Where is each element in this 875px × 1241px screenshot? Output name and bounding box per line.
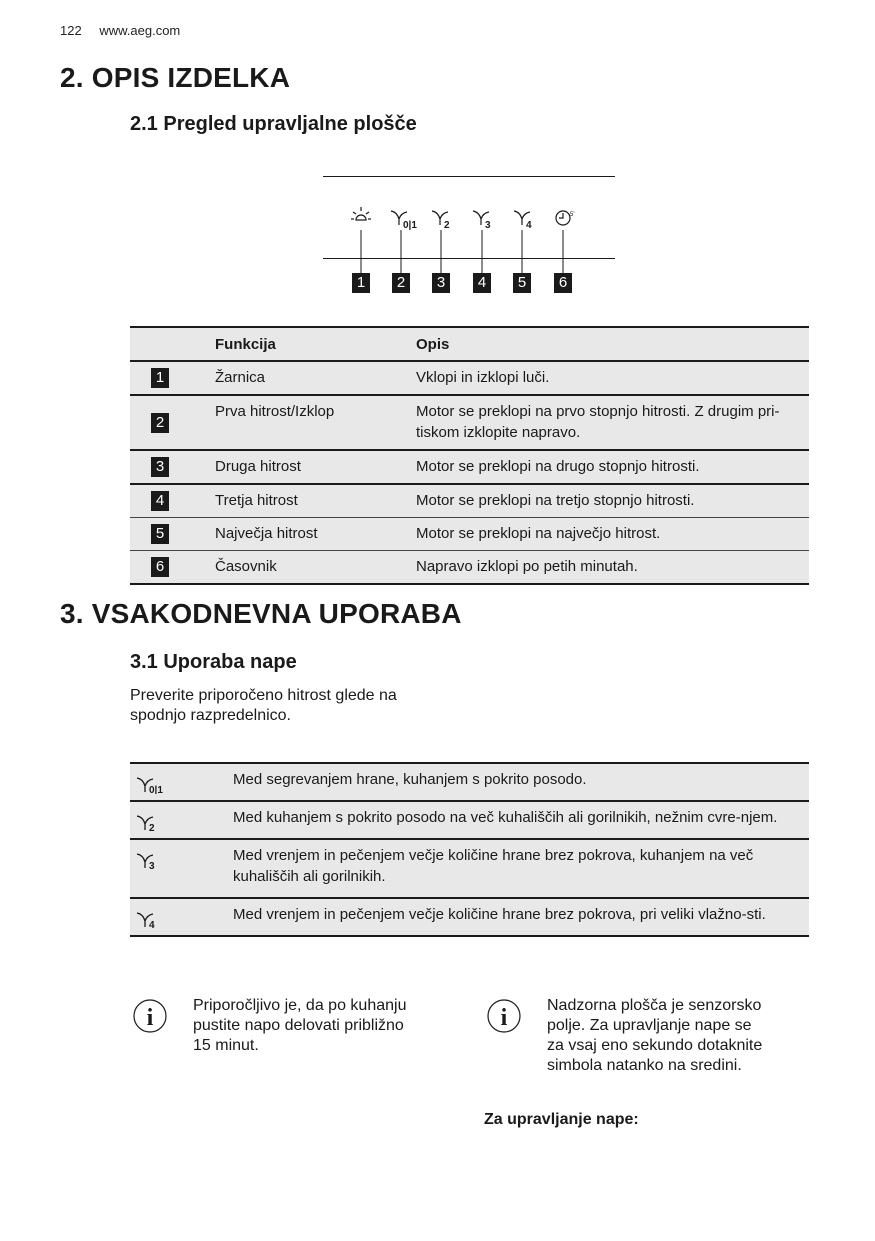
fan-4-icon bbox=[514, 211, 532, 231]
info-icon bbox=[486, 998, 522, 1034]
table-header-row bbox=[130, 327, 809, 361]
svg-text:3: 3 bbox=[149, 861, 155, 870]
row-function: Prva hitrost/Izklop bbox=[215, 395, 416, 450]
row-function: Žarnica bbox=[215, 361, 416, 395]
fan-0-1-icon bbox=[135, 774, 175, 794]
svg-text:0|1: 0|1 bbox=[149, 785, 163, 794]
table-row bbox=[130, 450, 809, 484]
table-row bbox=[130, 898, 809, 936]
panel-number-2: 2 bbox=[392, 273, 410, 293]
fan-0-1-icon bbox=[391, 211, 417, 231]
row-number: 3 bbox=[151, 457, 169, 477]
row-number: 5 bbox=[151, 524, 169, 544]
row-number: 6 bbox=[151, 557, 169, 577]
table-row bbox=[130, 361, 809, 395]
functions-table bbox=[130, 326, 809, 585]
svg-text:i: i bbox=[146, 1005, 154, 1031]
timer-5-icon bbox=[556, 211, 574, 225]
row-description: Napravo izklopi po petih minutah. bbox=[416, 551, 809, 585]
info-icon bbox=[132, 998, 168, 1034]
fan-4-icon bbox=[135, 909, 175, 929]
row-description: Motor se preklopi na tretjo stopnjo hitrosti. bbox=[416, 484, 809, 518]
usage-text: Med vrenjem in pečenjem večje količine hrane brez pokrova, pri veliki vlažno-sti. bbox=[233, 898, 809, 936]
svg-text:i: i bbox=[500, 1005, 508, 1031]
subsection-title-2-1: 2.1 Pregled upravljalne plošče bbox=[130, 113, 417, 135]
control-panel-diagram bbox=[323, 176, 615, 296]
panel-number-3: 3 bbox=[432, 273, 450, 293]
website: www.aeg.com bbox=[99, 23, 181, 38]
table-row bbox=[130, 484, 809, 518]
svg-text:5': 5' bbox=[570, 212, 575, 218]
svg-text:0|1: 0|1 bbox=[403, 220, 417, 231]
intro-text: Preverite priporočeno hitrost glede na spodnjo razpredelnico. bbox=[130, 687, 397, 724]
section-title-2: 2. OPIS IZDELKA bbox=[60, 62, 291, 93]
svg-text:3: 3 bbox=[485, 220, 491, 231]
fan-2-icon bbox=[432, 211, 450, 231]
row-description: Motor se preklopi na največjo hitrost. bbox=[416, 518, 809, 551]
fan-2-icon bbox=[135, 812, 175, 832]
row-function: Največja hitrost bbox=[215, 518, 416, 551]
fan-3-icon bbox=[473, 211, 491, 231]
page-header bbox=[60, 23, 194, 38]
subsection-title-3-1: 3.1 Uporaba nape bbox=[130, 651, 297, 673]
row-description: Motor se preklopi na prvo stopnjo hitrosti. Z drugim pri-tiskom izklopite napravo. bbox=[416, 395, 809, 450]
usage-text: Med vrenjem in pečenjem večje količine hrane brez pokrova, kuhanjem na več kuhališčih ali gorilnikih. bbox=[233, 839, 809, 898]
table-row bbox=[130, 801, 809, 839]
table-row bbox=[130, 395, 809, 450]
table-row bbox=[130, 763, 809, 801]
panel-number-6: 6 bbox=[554, 273, 572, 293]
page-number: 122 bbox=[60, 23, 82, 38]
fan-3-icon bbox=[135, 850, 175, 870]
header-description: Opis bbox=[416, 327, 809, 361]
note-left: Priporočljivo je, da po kuhanju pustite napo delovati približno 15 minut. bbox=[193, 997, 407, 1054]
panel-number-1: 1 bbox=[352, 273, 370, 293]
row-description: Motor se preklopi na drugo stopnjo hitrosti. bbox=[416, 450, 809, 484]
section-title-3: 3. VSAKODNEVNA UPORABA bbox=[60, 598, 462, 629]
row-function: Druga hitrost bbox=[215, 450, 416, 484]
table-row bbox=[130, 518, 809, 551]
svg-text:2: 2 bbox=[444, 220, 450, 231]
row-number: 1 bbox=[151, 368, 169, 388]
table-row bbox=[130, 551, 809, 585]
svg-text:4: 4 bbox=[526, 220, 532, 231]
svg-text:4: 4 bbox=[149, 920, 155, 929]
light-bulb-icon bbox=[351, 207, 371, 220]
usage-text: Med kuhanjem s pokrito posodo na več kuhališčih ali gorilnikih, nežnim cvre-njem. bbox=[233, 801, 809, 839]
usage-table bbox=[130, 762, 809, 937]
panel-number-4: 4 bbox=[473, 273, 491, 293]
row-number: 2 bbox=[151, 413, 169, 433]
control-heading: Za upravljanje nape: bbox=[484, 1111, 639, 1128]
row-description: Vklopi in izklopi luči. bbox=[416, 361, 809, 395]
table-row bbox=[130, 839, 809, 898]
usage-text: Med segrevanjem hrane, kuhanjem s pokrito posodo. bbox=[233, 763, 809, 801]
row-function: Časovnik bbox=[215, 551, 416, 585]
note-right: Nadzorna plošča je senzorsko polje. Za upravljanje nape se za vsaj eno sekundo dotaknite simbola natanko na sredini. bbox=[547, 997, 763, 1074]
panel-number-5: 5 bbox=[513, 273, 531, 293]
header-function: Funkcija bbox=[215, 327, 416, 361]
svg-text:2: 2 bbox=[149, 823, 155, 832]
row-function: Tretja hitrost bbox=[215, 484, 416, 518]
row-number: 4 bbox=[151, 491, 169, 511]
